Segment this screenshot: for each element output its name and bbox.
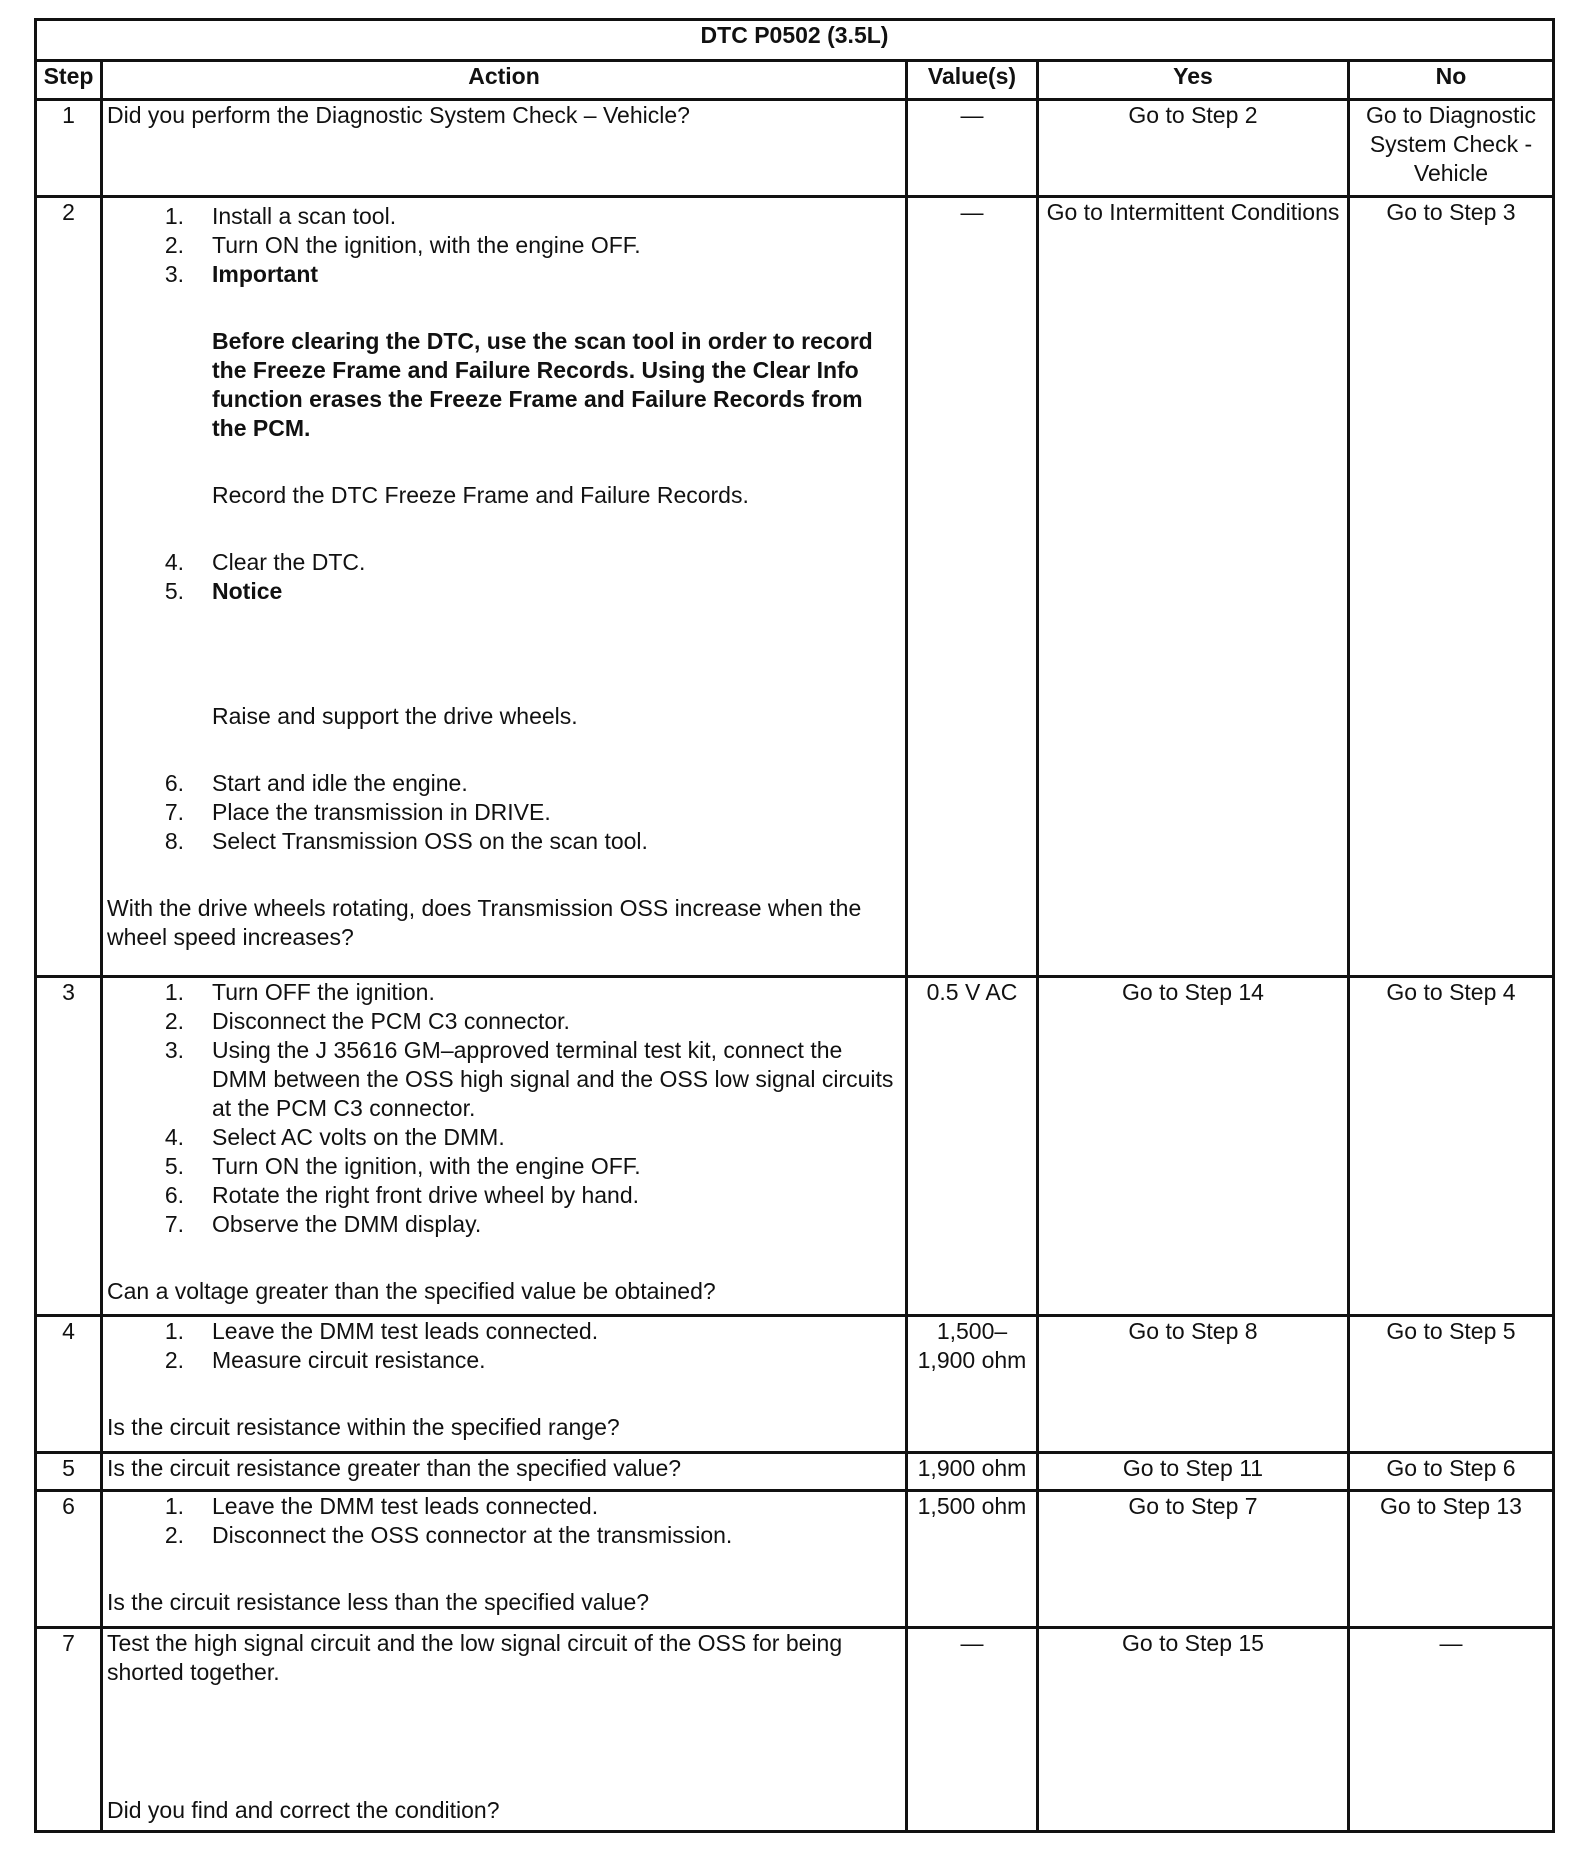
list-item: 1. Turn OFF the ignition.: [164, 979, 435, 1005]
yes-cell: Go to Intermittent Conditions: [1038, 197, 1349, 977]
table-row: [36, 1628, 1554, 1832]
yes-cell: Go to Step 8: [1038, 1316, 1349, 1453]
instruction-list: [107, 202, 901, 289]
raise-note: Raise and support the drive wheels.: [212, 703, 578, 729]
value-cell: —: [907, 197, 1038, 977]
no-cell: Go to Diagnostic System Check - Vehicle: [1349, 100, 1554, 197]
question-text: With the drive wheels rotating, does Transmission OSS increase when the wheel speed increases?: [107, 895, 862, 950]
header-values: Value(s): [907, 61, 1038, 100]
list-item: 4. Select AC volts on the DMM.: [164, 1124, 505, 1150]
action-cell: [102, 1316, 907, 1453]
record-note: Record the DTC Freeze Frame and Failure Records.: [212, 482, 749, 508]
value-cell: 1,500–1,900 ohm: [907, 1316, 1038, 1453]
yes-cell: Go to Step 2: [1038, 100, 1349, 197]
step-number: 7: [36, 1628, 102, 1832]
important-note: Before clearing the DTC, use the scan tool in order to record the Freeze Frame and Failure Records. Using the Clear Info function erases the Freeze Frame and Failure Records from the PCM.: [212, 328, 873, 441]
table-row: [36, 197, 1554, 977]
table-row: [36, 1453, 1554, 1491]
list-item: 1. Install a scan tool.: [164, 203, 397, 229]
table-row: [36, 977, 1554, 1316]
yes-cell: Go to Step 14: [1038, 977, 1349, 1316]
table-row: [36, 1316, 1554, 1453]
step-number: 4: [36, 1316, 102, 1453]
no-cell: Go to Step 4: [1349, 977, 1554, 1316]
question-text: Can a voltage greater than the specified value be obtained?: [107, 1278, 716, 1304]
header-yes: Yes: [1038, 61, 1349, 100]
question-text: Is the circuit resistance within the specified range?: [107, 1414, 620, 1440]
step-number: 6: [36, 1491, 102, 1628]
table-row: [36, 100, 1554, 197]
header-no: No: [1349, 61, 1554, 100]
action-cell: [102, 977, 907, 1316]
list-item: 1. Leave the DMM test leads connected.: [164, 1493, 599, 1519]
question-text: Is the circuit resistance less than the specified value?: [107, 1589, 650, 1615]
list-item: 2. Disconnect the PCM C3 connector.: [164, 1008, 570, 1034]
instruction-list: [107, 978, 901, 1239]
intro-text: Test the high signal circuit and the low signal circuit of the OSS for being shorted together.: [107, 1630, 843, 1685]
no-cell: Go to Step 5: [1349, 1316, 1554, 1453]
action-cell: [102, 1453, 907, 1491]
instruction-list: [107, 1317, 901, 1375]
value-cell: 0.5 V AC: [907, 977, 1038, 1316]
question-text: Is the circuit resistance greater than the specified value?: [107, 1455, 682, 1481]
list-item: 6. Start and idle the engine.: [164, 770, 468, 796]
value-cell: —: [907, 1628, 1038, 1832]
yes-cell: Go to Step 11: [1038, 1453, 1349, 1491]
action-cell: [102, 1491, 907, 1628]
question-text: Did you perform the Diagnostic System Check – Vehicle?: [107, 102, 690, 128]
step-number: 1: [36, 100, 102, 197]
step-number: 5: [36, 1453, 102, 1491]
list-item: 3. Important: [164, 261, 319, 287]
list-item: 5. Notice: [164, 578, 283, 604]
action-cell: [102, 197, 907, 977]
diagnostic-table: [34, 18, 1555, 1833]
yes-cell: Go to Step 15: [1038, 1628, 1349, 1832]
yes-cell: Go to Step 7: [1038, 1491, 1349, 1628]
list-item: 4. Clear the DTC.: [164, 549, 366, 575]
list-item: 2. Disconnect the OSS connector at the transmission.: [164, 1522, 733, 1548]
list-item: 7. Observe the DMM display.: [164, 1211, 482, 1237]
list-item: 1. Leave the DMM test leads connected.: [164, 1318, 599, 1344]
instruction-list: [107, 769, 901, 856]
table-title: DTC P0502 (3.5L): [36, 20, 1554, 61]
no-cell: Go to Step 13: [1349, 1491, 1554, 1628]
header-step: Step: [36, 61, 102, 100]
step-number: 2: [36, 197, 102, 977]
step-number: 3: [36, 977, 102, 1316]
value-cell: 1,500 ohm: [907, 1491, 1038, 1628]
header-row: [36, 61, 1554, 100]
value-cell: —: [907, 100, 1038, 197]
no-cell: Go to Step 6: [1349, 1453, 1554, 1491]
instruction-list: [107, 1492, 901, 1550]
list-item: 2. Turn ON the ignition, with the engine OFF.: [164, 232, 641, 258]
question-text: Did you find and correct the condition?: [107, 1797, 500, 1823]
action-cell: [102, 1628, 907, 1832]
list-item: 7. Place the transmission in DRIVE.: [164, 799, 551, 825]
value-cell: 1,900 ohm: [907, 1453, 1038, 1491]
list-item: 5. Turn ON the ignition, with the engine OFF.: [164, 1153, 641, 1179]
instruction-list: [107, 548, 901, 606]
list-item: 8. Select Transmission OSS on the scan tool.: [164, 828, 648, 854]
list-item: 3. Using the J 35616 GM–approved terminal test kit, connect the DMM between the OSS high signal and the OSS low signal circuits at the PCM C3 connector.: [164, 1037, 894, 1121]
action-cell: [102, 100, 907, 197]
header-action: Action: [102, 61, 907, 100]
no-cell: —: [1349, 1628, 1554, 1832]
list-item: 6. Rotate the right front drive wheel by hand.: [164, 1182, 640, 1208]
list-item: 2. Measure circuit resistance.: [164, 1347, 486, 1373]
no-cell: Go to Step 3: [1349, 197, 1554, 977]
table-row: [36, 1491, 1554, 1628]
